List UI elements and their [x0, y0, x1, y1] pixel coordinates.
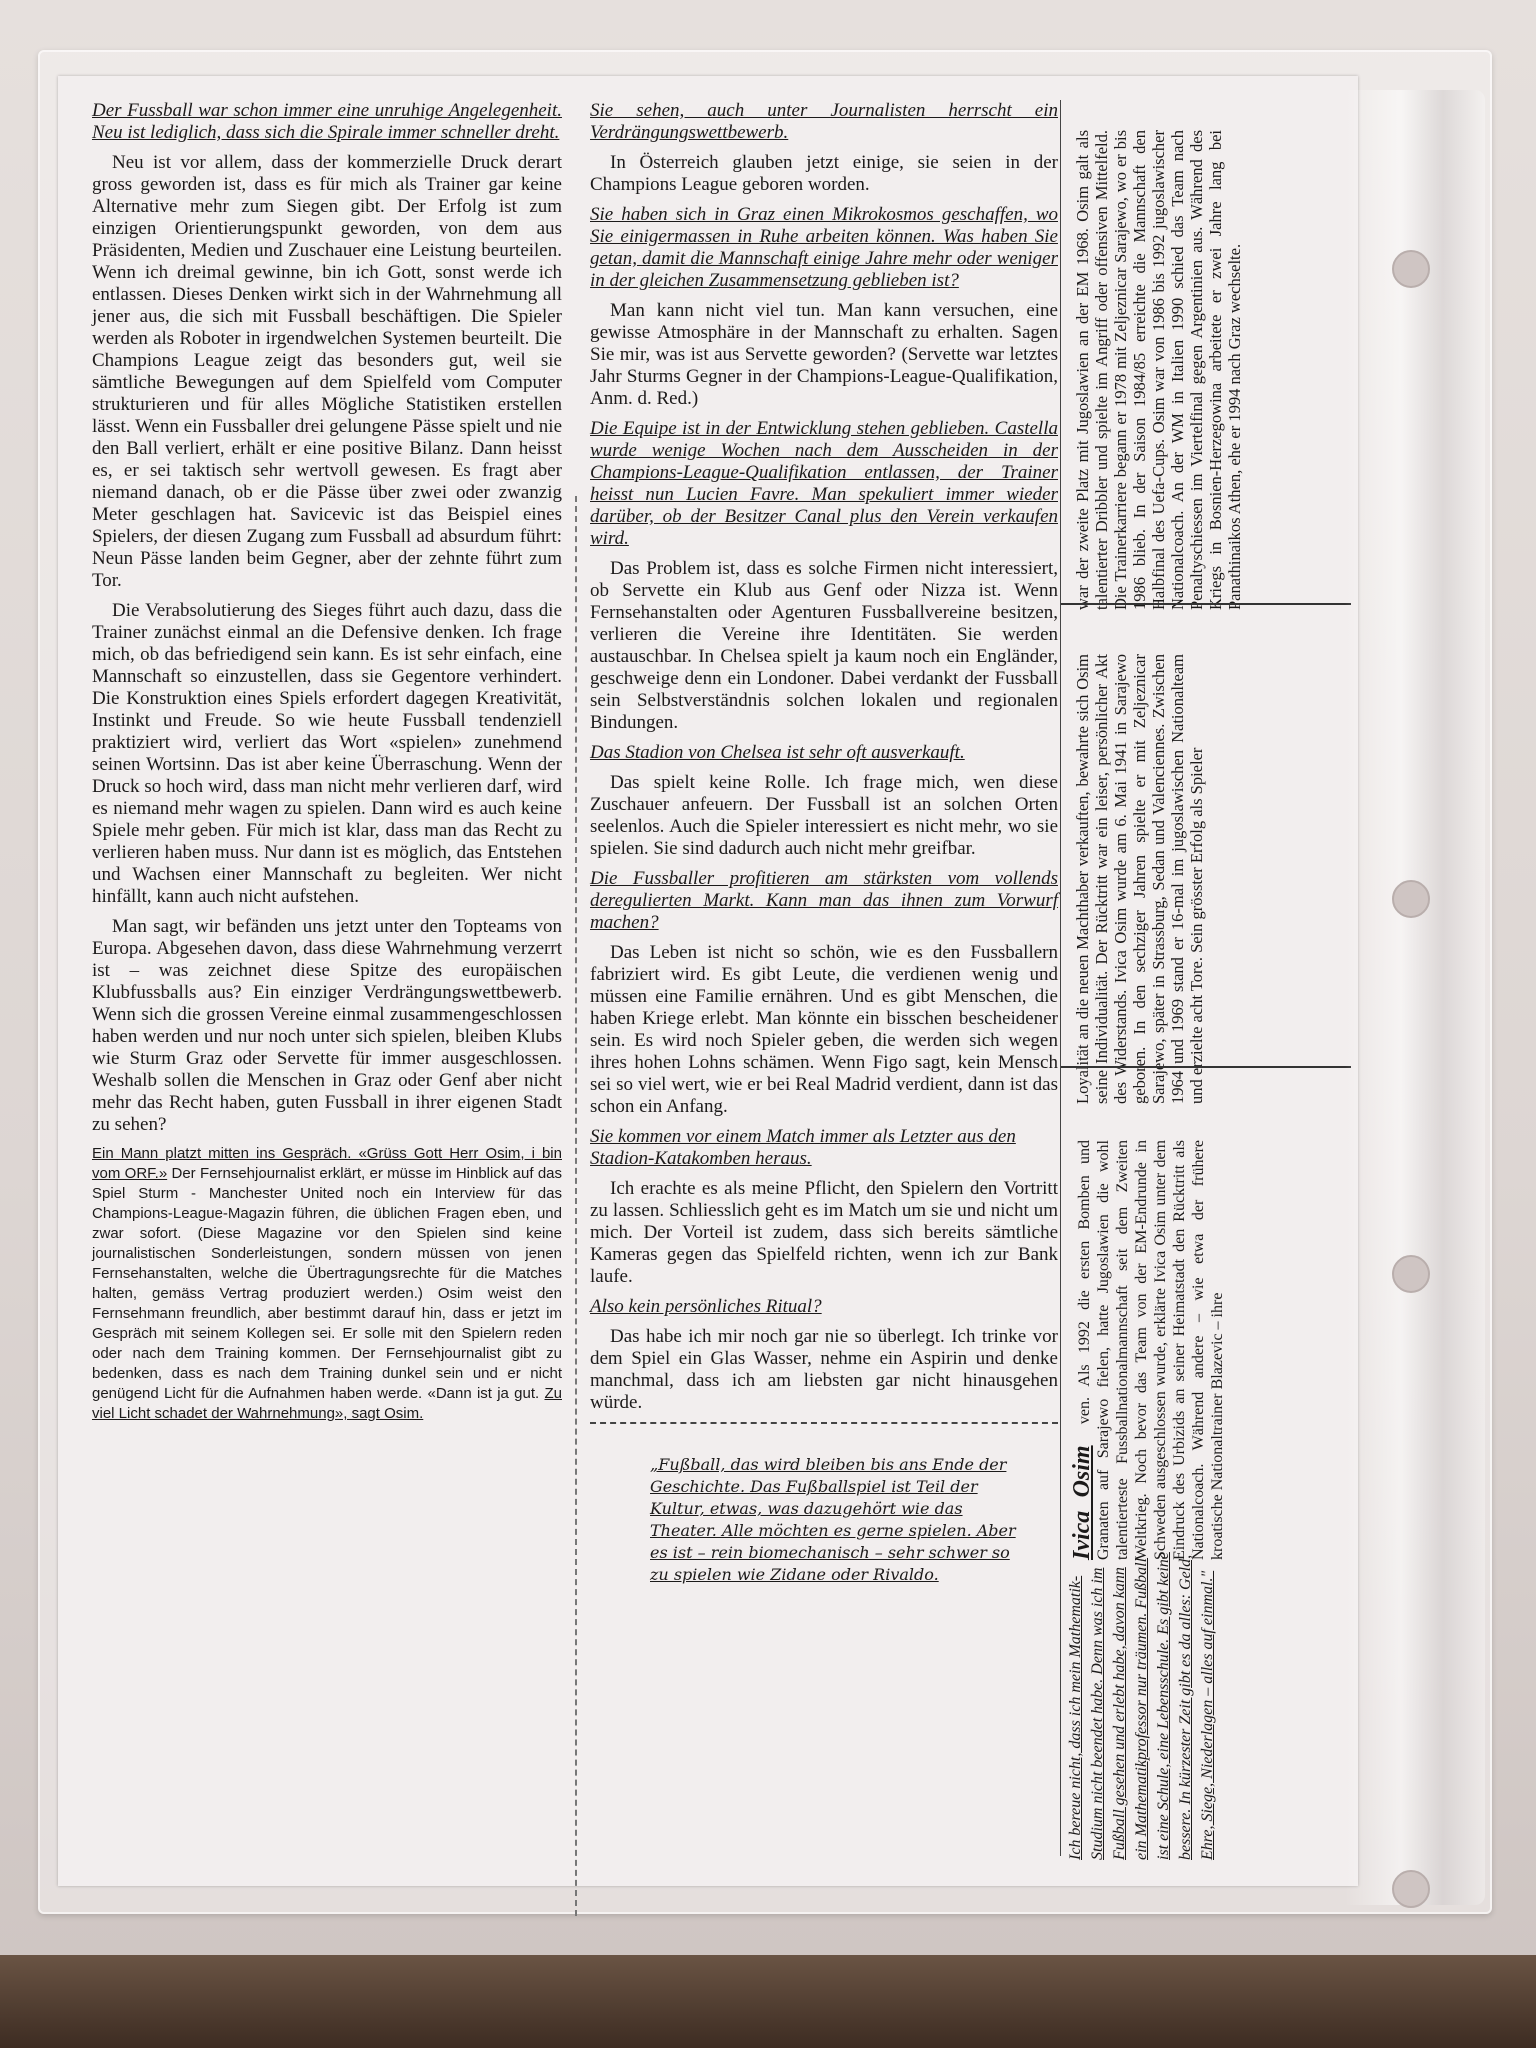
punch-hole — [1392, 1255, 1430, 1293]
osim-quote — [1065, 1552, 1335, 1860]
interruption-note — [92, 1144, 562, 1424]
punch-hole — [1392, 250, 1430, 288]
paragraph: Das spielt keine Rolle. Ich frage mich, wen diese Zuschauer anfeuern. Der Fussball ist an solchen Orten seelenlos. Auch die Spieler interessiert es nicht mehr, wo sie spielen. Sie sind dadurch auch nicht mehr greifbar. — [590, 772, 1058, 859]
sleeve-edge — [1345, 90, 1485, 1905]
floor — [0, 1955, 1536, 2048]
handwritten-quote: „Fußball, das wird bleiben bis ans Ende der Geschichte. Das Fußballspiel ist Teil der Kultur, etwas, was dazugehört wie das Theater. Alle möchten es gerne spielen. Aber es ist – rein biomechanisch – sehr schwer so zu spielen wie Zidane oder Rivaldo. — [650, 1455, 1016, 1584]
note-body: Der Fernsehjournalist erklärt, er müsse im Hinblick auf das Spiel Sturm - Manchester United noch ein Interview für das Champions-League-Magazin führen, die üblichen Fragen eben, und zwar sofort. (Diese Magazine vor den Spielen sind keine journalistischen Sonderleistungen, sondern müssen von jenen Fernsehanstalten, welche die Übertragungsrechte für die Matches halten, gemäss Vertrag produziert werden.) Osim weist den Fernsehmann freundlich, aber bestimmt darauf hin, dass er jetzt im Gespräch mit seinem Kollegen sei. Er solle mit den Spielern reden oder nach dem Training kommen. Der Fernsehjournalist gibt zu bedenken, dass es nach dem Training dunkel sein und er nicht genügend Licht für die Aufnahmen haben werde. «Dann ist ja gut. — [92, 1165, 563, 1402]
interview-question: Der Fussball war schon immer eine unruhige Angelegenheit. Neu ist lediglich, dass sich die Spirale immer schneller dreht. — [92, 100, 562, 143]
paragraph: Neu ist vor allem, dass der kommerzielle Druck derart gross geworden ist, dass es für mich als Trainer gar keine Alternative mehr zum Siegen gibt. Der Erfolg ist zum einzigen Orientierungspunkt geworden, von dem aus Präsidenten, Medien und Zuschauer eine Leistung beurteilen. Wenn ich dreimal gewinne, bin ich Gott, sonst werde ich entlassen. Dieses Denken wirkt sich in der Wahrnehmung all jener aus, die sich mit Fussball beschäftigen. Die Spieler werden als Roboter in irgendwelchen Systemen beurteilt. Die Champions League zeigt das besonders gut, weil sie sämtliche Bewegungen auf dem Spielfeld vom Computer strukturieren und für alles Mögliche Statistiken erstellen lässt. Wenn ein Fussballer drei gelungene Pässe spielt und nie den Ball verliert, erhält er eine positive Bilanz. Dann heisst es, er sei taktisch sehr wertvoll gewesen. Es fragt aber niemand danach, ob er die Pässe über zwei oder zwanzig Meter geschlagen hat. Savicevic ist das Beispiel eines Spielers, der diesen Zugang zum Fussball ad absurdum führt: Neun Pässe landen beim Gegner, aber der zehnte führt zum Tor. — [92, 152, 562, 591]
bio-block-top: war der zweite Platz mit Jugoslawien an der EM 1968. Osim galt als talentierter Dribbler und spielte im Angriff oder offensiven Mittelfeld. Die Trainerkarriere begann er 1978 mit Zeljeznicar Sarajewo, wo er bis 1986 blieb. In der Saison 1984/85 erreichte die Mannschaft den Halbfinal des Uefa-Cups. Osim war von 1986 bis 1992 jugoslawischer Nationalcoach. An der WM in Italien 1990 schied das Team nach Penaltyschiessen im Viertelfinal gegen Argentinien aus. Während des Kriegs in Bosnien-Herzegowina arbeitete er zwei Jahre lang bei Panathinaikos Athen, ehe er 1994 nach Graz wechselte. — [1073, 130, 1244, 610]
interview-question: Sie kommen vor einem Match immer als Letzter aus den Stadion-Katakomben heraus. — [590, 1126, 1016, 1169]
punch-hole — [1392, 880, 1430, 918]
sidebar-rule — [1061, 603, 1351, 605]
sidebar-rule — [1061, 1066, 1351, 1068]
dashed-separator — [590, 1422, 1058, 1424]
paragraph: Die Verabsolutierung des Sieges führt auch dazu, dass die Trainer zunächst einmal an die Defensive denken. Ich frage mich, ob das befriedigend sein kann. Es ist sehr einfach, eine Mannschaft so einzustellen, dass sie Gegentore verhindert. Die Konstruktion eines Spiels erfordert dagegen Kreativität, Instinkt und Freude. So wie heute Fussball tendenziell praktiziert wird, verliert das Wort «spielen» zunehmend seinen Wortsinn. Das ist aber keine Überraschung. Wenn der Druck so hoch wird, dass man nicht mehr verlieren darf, wird es niemand mehr wagen zu spielen. Dann wird es auch keine Spiele mehr geben. Für mich ist klar, dass man das Recht zu verlieren haben muss. Nur dann ist es möglich, das Entstehen und Wachsen einer Mannschaft zu begleiten. Wer nicht hinfällt, kann auch nicht aufstehen. — [92, 600, 562, 907]
paragraph: Das habe ich mir noch gar nie so überlegt. Ich trinke vor dem Spiel ein Glas Wasser, nehme ein Aspirin und denke manchmal, dass ich am liebsten gar nicht hinausgehen würde. — [590, 1326, 1058, 1413]
paragraph: Man kann nicht viel tun. Man kann versuchen, eine gewisse Atmosphäre in der Mannschaft zu erhalten. Sagen Sie mir, was ist aus Servette geworden? (Servette war letztes Jahr Sturms Gegner in der Champions-League-Qualifikation, Anm. d. Red.) — [590, 300, 1058, 409]
interview-question: Die Fussballer profitieren am stärksten vom vollends deregulierten Markt. Kann man das ihnen zum Vorwurf machen? — [590, 868, 1058, 933]
note-lead: Ein Mann platzt mitten ins Gespräch. «Grüss Gott Herr Osim, i bin vom ORF.» — [92, 1145, 562, 1182]
punch-hole — [1392, 1870, 1430, 1908]
column-divider — [575, 496, 577, 1916]
note-end: Zu viel Licht schadet der Wahrnehmung», sagt Osim. — [92, 1385, 562, 1422]
paragraph: Ich erachte es als meine Pflicht, den Spielern den Vortritt zu lassen. Schliesslich geht es im Match um sie und nicht um mich. Der Vorteil ist zudem, dass sich bereits sämtliche Kameras gegen das Spielfeld richten, wenn ich zur Bank laufe. — [590, 1178, 1058, 1287]
interview-question: Das Stadion von Chelsea ist sehr oft ausverkauft. — [590, 742, 965, 763]
column-left — [92, 100, 562, 1424]
bio-block-middle: Loyalität an die neuen Machthaber verkauften, bewahrte sich Osim seine Individualität. Der Rücktritt war ein leiser, persönlicher Akt des Widerstands. Ivica Osim wurde am 6. Mai 1941 in Sarajewo geboren. In den sechziger Jahren spielte er mit Zeljeznicar Sarajewo, später in Strassburg, Sedan und Valenciennes. Zwischen 1964 und 1969 stand er 16-mal im jugoslawischen Nationalteam und erzielte acht Tore. Sein grösster Erfolg als Spieler — [1073, 654, 1206, 1104]
bio-block-bottom — [1069, 1140, 1303, 1560]
paragraph: Das Problem ist, dass es solche Firmen nicht interessiert, ob Servette ein Klub aus Genf oder Nizza ist. Wenn Fernsehanstalten oder Agenturen Fussballvereine besitzen, verlieren die Vereine ihre Identitäten. Sie werden austauschbar. In Chelsea spielt ja kaum noch ein Engländer, geschweige denn ein Londoner. Dabei verdankt der Fussball sein Selbstverständnis solchen lokalen und regionalen Bindungen. — [590, 558, 1058, 733]
interview-question: Sie haben sich in Graz einen Mikrokosmos geschaffen, wo Sie einigermassen in Ruhe arbeiten können. Was haben Sie getan, damit die Mannschaft einige Jahre mehr oder weniger in der gleichen Zusammensetzung geblieben ist? — [590, 204, 1058, 291]
interview-question: Sie sehen, auch unter Journalisten herrscht ein Verdrängungswettbewerb. — [590, 100, 1058, 143]
bio-title: Ivica Osim — [1069, 1445, 1095, 1560]
column-middle — [590, 100, 1058, 1586]
interview-question: Die Equipe ist in der Entwicklung stehen geblieben. Castella wurde wenige Wochen nach dem Ausscheiden in der Champions-League-Qualifikation entlassen, der Trainer heisst nun Lucien Favre. Man spekuliert immer wieder darüber, ob der Besitzer Canal plus den Verein verkaufen wird. — [590, 418, 1058, 549]
paragraph: Man sagt, wir befänden uns jetzt unter den Topteams von Europa. Abgesehen davon, dass diese Wahrnehmung verzerrt ist – was zeichnet diese Spitze des europäischen Klubfussballs aus? Ein einziger Verdrängungswettbewerb. Wenn sich die grossen Vereine einmal zusammengeschlossen haben werden und nur noch unter sich spielen, bleiben Klubs wie Sturm Graz oder Servette für immer ausgeschlossen. Weshalb sollen die Menschen in Graz oder Genf aber nicht mehr das Recht haben, guten Fussball in ihrer eigenen Stadt zu sehen? — [92, 916, 562, 1135]
paragraph: Das Leben ist nicht so schön, wie es den Fussballern fabriziert wird. Es gibt Leute, die verdienen wenig und müssen eine Familie ernähren. Und es gibt Menschen, die haben Kriege erlebt. Man könnte ein bisschen bescheidener sein. Es wird noch Spieler geben, die werden sich wegen ihres hohen Lohns schämen. Wenn Figo sagt, kein Mensch sei so viel wert, wie er bei Real Madrid verdient, dann ist das schon ein Anfang. — [590, 942, 1058, 1117]
sidebar-rotated — [1060, 100, 1351, 1860]
bio-text: ven. Als 1992 die ersten Bomben und Granaten auf Sarajewo fielen, hatte Jugoslawien die wohl talentierteste Fussballnationalmannschaft seit dem Zweiten Weltkrieg. Noch bevor das Team von der EM-Endrunde in Schweden ausgeschlossen wurde, erklärte Ivica Osim unter dem Eindruck des Urbizids an seiner Heimatstadt den Rücktritt als Nationalcoach. Während andere – wie etwa der frühere kroatische Nationaltrainer Blazevic – ihre — [1076, 1140, 1226, 1560]
paragraph: In Österreich glauben jetzt einige, sie seien in der Champions League geboren worden. — [590, 152, 1058, 195]
interview-question: Also kein persönliches Ritual? — [590, 1296, 822, 1317]
quote-text: Ich bereue nicht, dass ich mein Mathematik-Studium nicht beendet habe. Denn was ich im Fußball gesehen und erlebt habe, davon kann ein Mathematikprofessor nur träumen. Fußball ist eine Schule, eine Lebensschule. Es gibt keine bessere. In kürzester Zeit gibt es da alles: Geld, Ehre, Siege, Niederlagen – alles auf einmal." — [1067, 1552, 1216, 1860]
newspaper-clipping — [58, 76, 1358, 1886]
